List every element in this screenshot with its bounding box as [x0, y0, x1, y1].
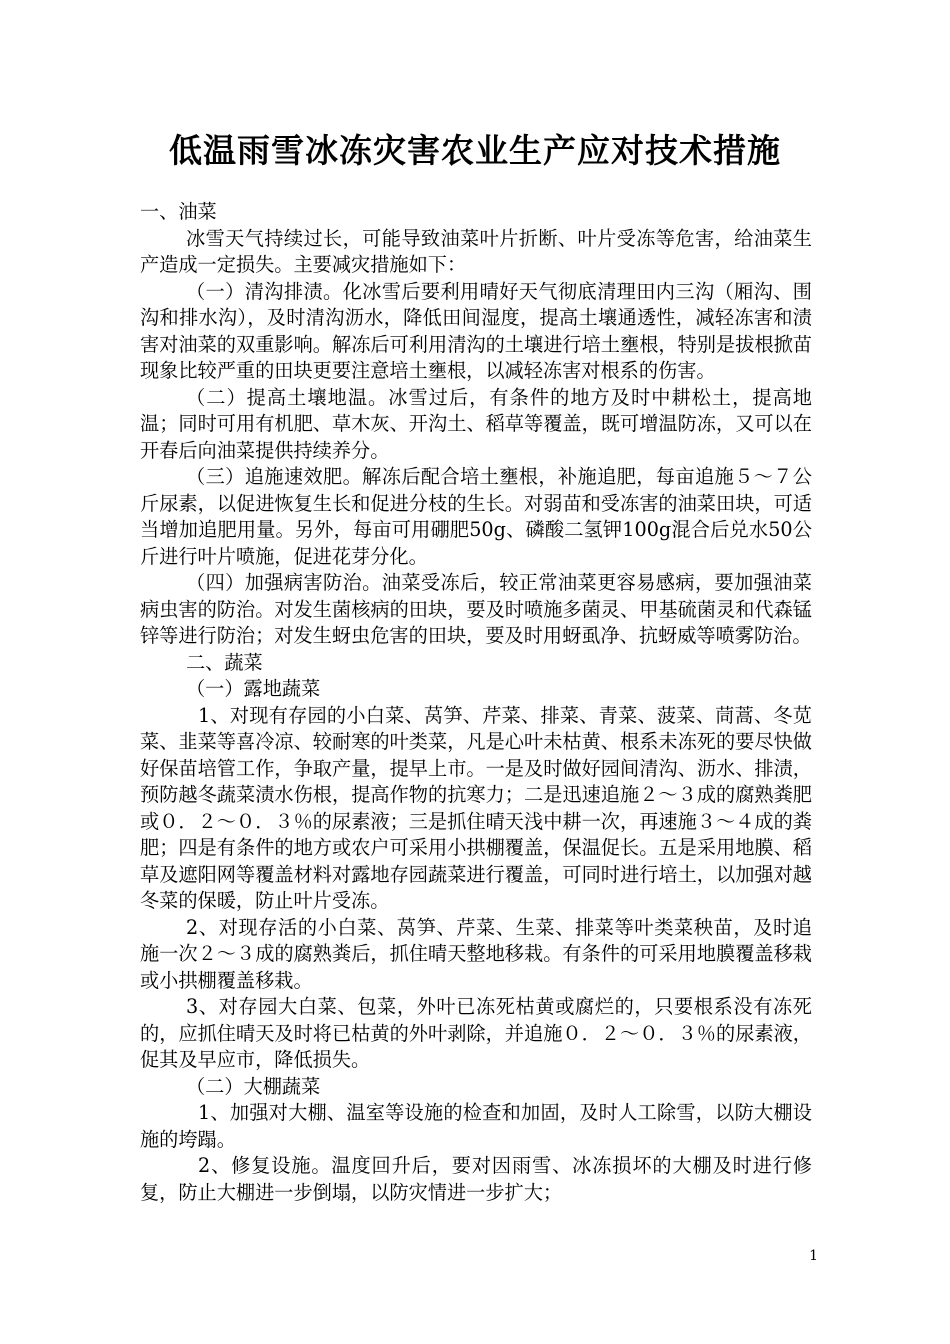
paragraph: 2、对现存活的小白菜、莴笋、芹菜、生菜、排菜等叶类菜秧苗，及时追施一次２～３成的腐熟粪后，抓住晴天整地移栽。有条件的可采用地膜覆盖移栽或小拱棚覆盖移栽。	[140, 915, 812, 992]
paragraph: （二）大棚蔬菜	[186, 1074, 321, 1098]
paragraph: （二）提高土壤地温。冰雪过后，有条件的地方及时中耕松土，提高地温；同时可用有机肥、草木灰、开沟土、稻草等覆盖，既可增温防冻，又可以在开春后向油菜提供持续养分。	[140, 385, 812, 462]
paragraph: （一）清沟排渍。化冰雪后要利用晴好天气彻底清理田内三沟（厢沟、围沟和排水沟），及时清沟沥水，降低田间湿度，提高土壤通透性，减轻冻害和渍害对油菜的双重影响。解冻后可利用清沟的土壤进行培土壅根，特别是拔根掀苗现象比较严重的田块更要注意培土壅根，以减轻冻害对根系的伤害。	[140, 279, 812, 382]
paragraph: （三）追施速效肥。解冻后配合培土壅根，补施追肥，每亩追施５～７公斤尿素，以促进恢复生长和促进分枝的生长。对弱苗和受冻害的油菜田块，可适当增加追肥用量。另外，每亩可用硼肥50g、磷酸二氢钾100g混合后兑水50公斤进行叶片喷施，促进花芽分化。	[140, 465, 812, 568]
paragraph: 3、对存园大白菜、包菜，外叶已冻死枯黄或腐烂的，只要根系没有冻死的，应抓住晴天及时将已枯黄的外叶剥除，并追施０．２～０．３％的尿素液，促其及早应市，降低损失。	[140, 995, 812, 1071]
paragraph: 1、对现有存园的小白菜、莴笋、芹菜、排菜、青菜、菠菜、茼蒿、冬苋菜、韭菜等喜冷凉、较耐寒的叶类菜，凡是心叶未枯黄、根系未冻死的要尽快做好保苗培管工作，争取产量，提早上市。一是及时做好园间清沟、沥水、排渍，预防越冬蔬菜渍水伤根，提高作物的抗寒力；二是迅速追施２～３成的腐熟粪肥或０．２～０．３％的尿素液；三是抓住晴天浅中耕一次，再速施３～４成的粪肥；四是有条件的地方或农户可采用小拱棚覆盖，保温促长。五是采用地膜、稻草及遮阳网等覆盖材料对露地存园蔬菜进行覆盖，可同时进行培土，以加强对越冬菜的保暖，防止叶片受冻。	[140, 703, 812, 912]
page-number: 1	[809, 1248, 818, 1264]
document-body	[140, 199, 812, 1206]
paragraph: 冰雪天气持续过长，可能导致油菜叶片折断、叶片受冻等危害，给油菜生产造成一定损失。主要减灾措施如下：	[140, 226, 812, 276]
paragraph: 1、加强对大棚、温室等设施的检查和加固，及时人工除雪，以防大棚设施的垮蹋。	[140, 1101, 812, 1151]
paragraph: 二、蔬菜	[186, 650, 263, 674]
paragraph: 一、油菜	[140, 200, 217, 223]
paragraph: 2、修复设施。温度回升后，要对因雨雪、冰冻损坏的大棚及时进行修复，防止大棚进一步倒塌，以防灾情进一步扩大；	[140, 1154, 812, 1204]
paragraph: （四）加强病害防治。油菜受冻后，较正常油菜更容易感病，要加强油菜病虫害的防治。对发生菌核病的田块，要及时喷施多菌灵、甲基硫菌灵和代森锰锌等进行防治；对发生蚜虫危害的田块，要及时用蚜虱净、抗蚜威等喷雾防治。	[140, 571, 812, 647]
document-title: 低温雨雪冰冻灾害农业生产应对技术措施	[169, 131, 781, 170]
paragraph: （一）露地蔬菜	[186, 677, 321, 700]
